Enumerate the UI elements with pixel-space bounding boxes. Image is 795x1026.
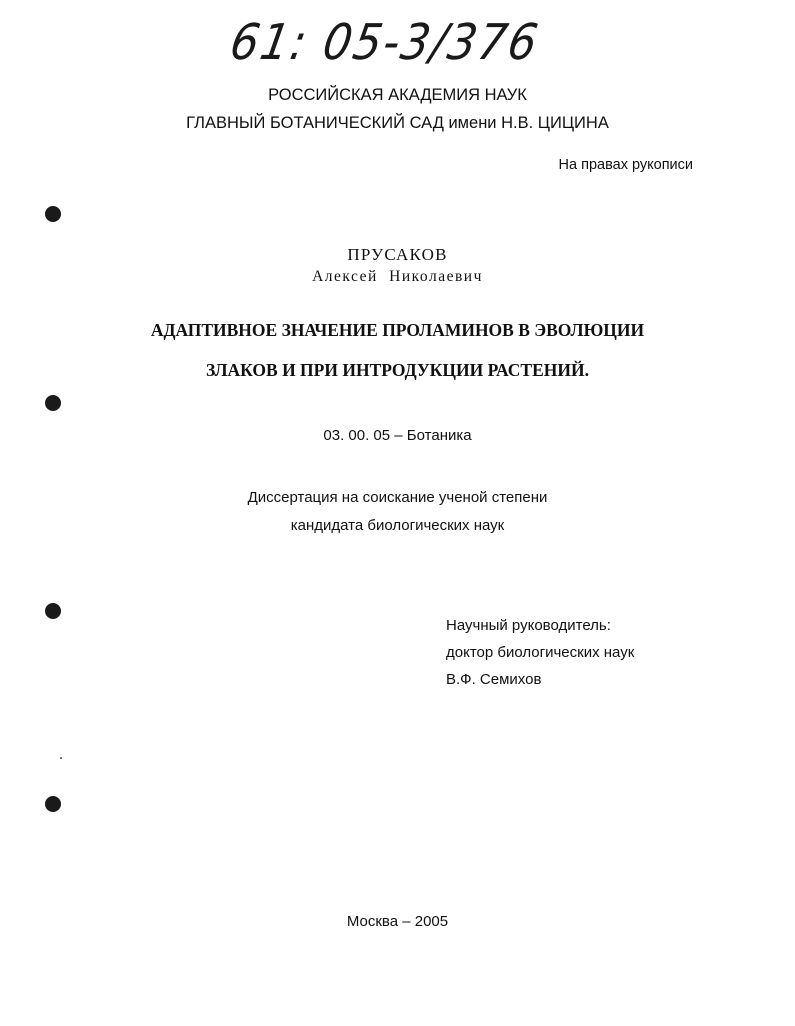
supervisor-name: В.Ф. Семихов xyxy=(446,671,542,688)
dissertation-line-2: кандидата биологических наук xyxy=(290,517,505,534)
binding-hole-mark xyxy=(45,206,61,222)
rights-note: На правах рукописи xyxy=(558,157,693,173)
scan-speck xyxy=(60,757,62,759)
thesis-title-line-2: ЗЛАКОВ И ПРИ ИНТРОДУКЦИИ РАСТЕНИЙ. xyxy=(206,360,589,380)
academy-name: РОССИЙСКАЯ АКАДЕМИЯ НАУК xyxy=(268,86,527,104)
supervisor-degree: доктор биологических наук xyxy=(446,644,635,661)
binding-hole-mark xyxy=(45,395,61,411)
author-given-names: Алексей Николаевич xyxy=(312,268,483,285)
binding-hole-mark xyxy=(45,603,61,619)
author-surname: ПРУСАКОВ xyxy=(347,245,448,264)
dissertation-line-1: Диссертация на соискание ученой степени xyxy=(247,489,548,506)
thesis-title-line-1: АДАПТИВНОЕ ЗНАЧЕНИЕ ПРОЛАМИНОВ В ЭВОЛЮЦИИ xyxy=(150,320,645,340)
place-and-year: Москва – 2005 xyxy=(346,913,449,930)
garden-name: ГЛАВНЫЙ БОТАНИЧЕСКИЙ САД имени Н.В. ЦИЦИНА xyxy=(186,114,609,132)
binding-hole-mark xyxy=(45,796,61,812)
supervisor-label: Научный руководитель: xyxy=(446,617,611,634)
archive-code-handwritten: 61: 05-3/376 xyxy=(225,14,544,72)
speciality-code: 03. 00. 05 – Ботаника xyxy=(323,427,472,444)
